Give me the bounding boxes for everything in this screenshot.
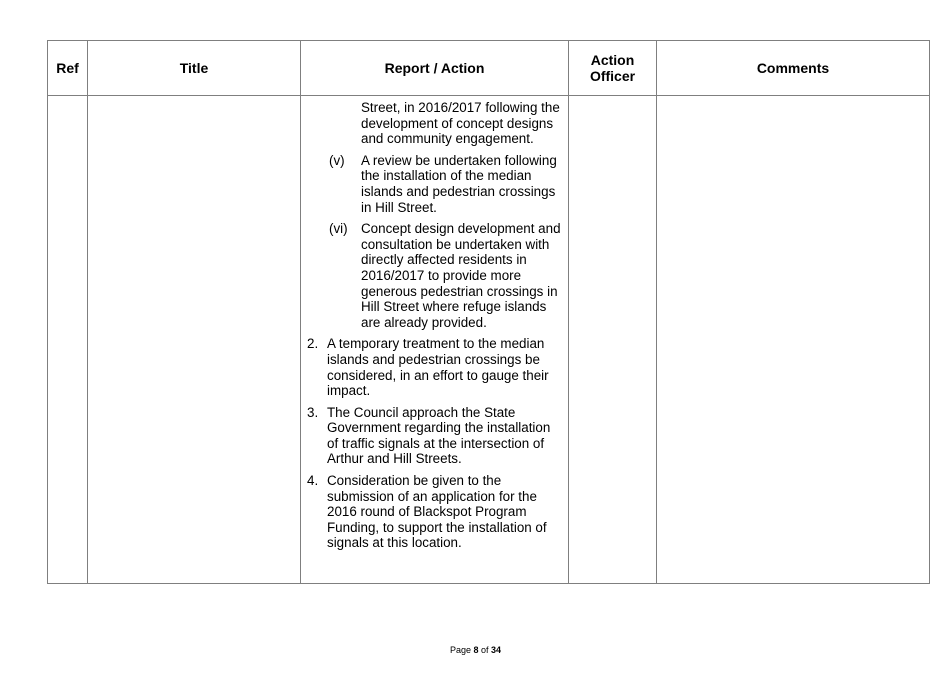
title-cell — [88, 96, 301, 584]
header-officer-line2: Officer — [589, 68, 636, 84]
continuation-text: Street, in 2016/2017 following the development of concept designs and community engagement. — [361, 100, 560, 147]
ref-cell — [48, 96, 88, 584]
current-page-number: 8 — [473, 645, 479, 655]
header-report-action: Report / Action — [301, 41, 569, 96]
list-item-2 — [307, 336, 562, 398]
header-row — [48, 41, 930, 96]
page-of-label: of — [481, 645, 489, 655]
list-item-number: 4. — [307, 473, 319, 489]
report-content — [301, 96, 568, 551]
header-ref: Ref — [48, 41, 88, 96]
header-comments: Comments — [657, 41, 930, 96]
sub-item-vi — [307, 221, 562, 330]
list-item-number: 2. — [307, 336, 319, 352]
list-item-text: Consideration be given to the submission of an application for the 2016 round of Blackspot Program Funding, to support the installation of signals at this location. — [327, 473, 547, 551]
list-item-4 — [307, 473, 562, 551]
total-page-count: 34 — [491, 645, 502, 655]
sub-item-text: A review be undertaken following the installation of the median islands and pedestrian crossings in Hill Street. — [361, 152, 557, 215]
page-footer — [0, 645, 951, 655]
action-officer-cell — [569, 96, 657, 584]
header-action-officer — [569, 41, 657, 96]
list-item-text: A temporary treatment to the median islands and pedestrian crossings be considered, in an effort to gauge their impact. — [327, 336, 549, 399]
list-item-3 — [307, 405, 562, 467]
report-action-cell — [301, 96, 569, 584]
header-officer-line1: Action — [590, 52, 635, 68]
header-title: Title — [88, 41, 301, 96]
sub-item-text: Concept design development and consultation be undertaken with directly affected residents in 2016/2017 to provide more generous pedestrian crossings in Hill Street where refuge islands are already provided. — [361, 221, 561, 330]
page-label: Page — [449, 645, 471, 655]
table-row — [48, 96, 930, 584]
list-item-text: The Council approach the State Government regarding the installation of traffic signals at the intersection of Arthur and Hill Streets. — [327, 404, 551, 467]
comments-cell — [657, 96, 930, 584]
sub-item-v — [307, 153, 562, 215]
list-item-number: 3. — [307, 404, 319, 420]
sub-item-number: (vi) — [329, 221, 348, 237]
minutes-table — [47, 40, 930, 584]
sub-item-number: (v) — [329, 152, 345, 168]
